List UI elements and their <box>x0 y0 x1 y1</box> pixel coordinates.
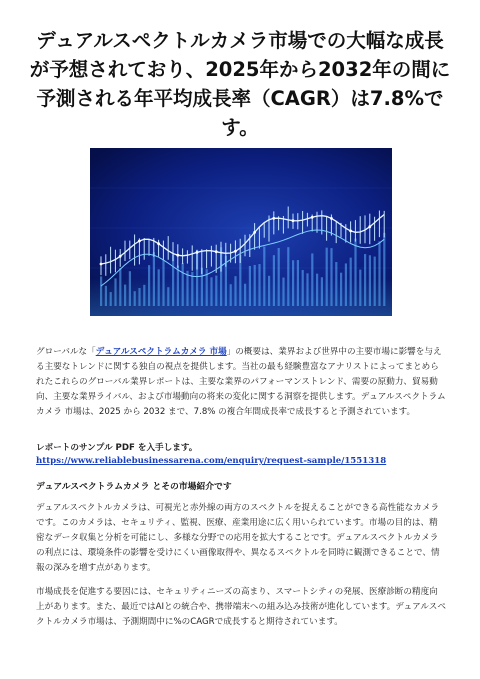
hero-point <box>215 250 218 253</box>
page-title: デュアルスペクトルカメラ市場での大幅な成長が予想されており、2025年から2032年の間に予測される年平均成長率（CAGR）は7.8%です。 <box>29 29 451 139</box>
intro-prefix: グローバルな「 <box>36 347 96 357</box>
growth-paragraph: 市場成長を促進する要因には、セキュリティニーズの高まり、スマートシティの発展、医療診断の精度向上があります。また、最近ではAIとの統合や、携帯端末への組み込み技術が進化しています。デュアルスペクトルカメラ市場は、予測期間中に%のCAGRで成長すると期待されています。 <box>36 587 446 627</box>
intro-suffix: 」の概要は、業界および世界中の主要市場に影響を与える主要なトレンドに関する独自の視点を提供します。当社の最も経験豊富なアナリストによってまとめられたこれらのグローバル業界レポートは、主要な業界のパフォーマンストレンド、需要の原動力、貿易動向、主要な業界ライバル、および市場動向の将来の変化に関する洞察を提供します。デュアルスペクトラムカメラ 市場は、2025 から 2032 まで、7.8% の複合年間成長率で成長すると予測されています。 <box>36 347 446 417</box>
hero-point <box>253 231 256 234</box>
sample-link[interactable]: https://www.reliablebusinessarena.com/enquiry/request-sample/1551318 <box>36 456 387 466</box>
sample-request <box>36 442 446 468</box>
hero-point <box>100 263 103 266</box>
hero-point <box>196 251 199 254</box>
hero-point <box>292 219 295 222</box>
hero-point <box>138 240 141 243</box>
hero-chart-image <box>90 148 392 316</box>
section-heading: デュアルスペクトラムカメラ とその市場紹介です <box>36 482 232 492</box>
hero-point <box>234 250 237 253</box>
hero-point <box>176 254 179 257</box>
hero-point <box>330 217 333 220</box>
hero-point <box>368 225 371 228</box>
hero-point <box>119 255 122 258</box>
market-link[interactable]: デュアルスペクトラムカメラ 市場 <box>95 347 227 357</box>
hero-point <box>311 216 314 219</box>
sample-label: レポートのサンプル PDF を入手します。 <box>36 443 198 453</box>
description-paragraph: デュアルスペクトルカメラは、可視光と赤外線の両方のスペクトルを捉えることができる高性能なカメラです。このカメラは、セキュリティ、監視、医療、産業用途に広く用いられています。市場の目的は、精密なデータ収集と分析を可能にし、多様な分野での応用を拡大することです。デュアルスペクトルカメラの利点には、環境条件の影響を受けにくい画像取得や、異なるスペクトルを同時に観測できることで、情報の深みを増す点があります。 <box>36 503 440 573</box>
intro-paragraph <box>36 345 446 420</box>
hero-point <box>349 230 352 233</box>
hero-point <box>272 217 275 220</box>
hero-point <box>157 242 160 245</box>
